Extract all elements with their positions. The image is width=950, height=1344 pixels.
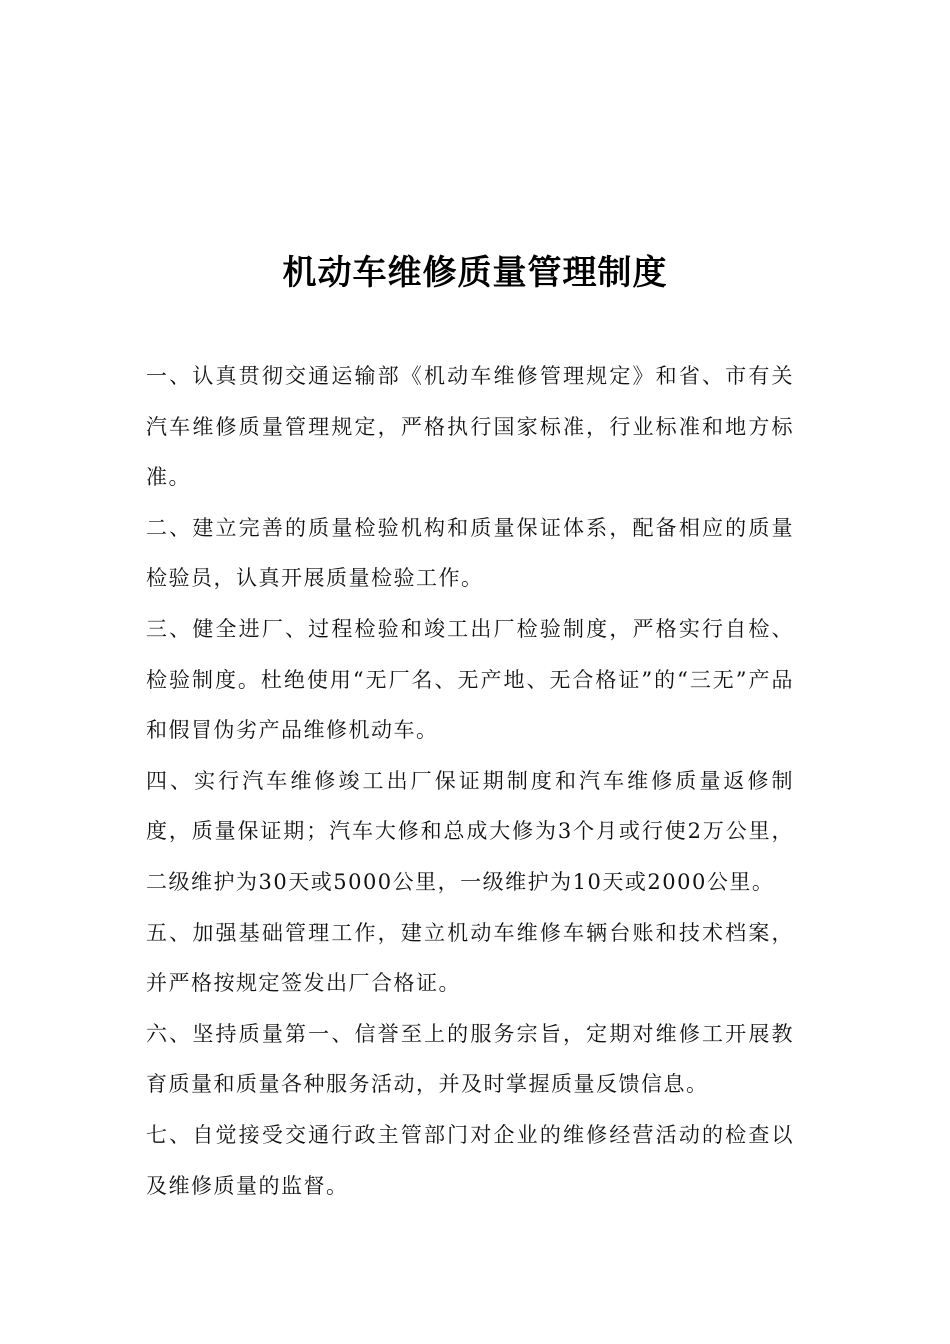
document-body <box>146 351 794 1211</box>
paragraph-3: 三、健全进厂、过程检验和竣工出厂检验制度，严格实行自检、检验制度。杜绝使用“无厂名、无产地、无合格证”的“三无”产品和假冒伪劣产品维修机动车。 <box>146 616 794 743</box>
paragraph-6: 六、坚持质量第一、信誉至上的服务宗旨，定期对维修工开展教育质量和质量各种服务活动，并及时掌握质量反馈信息。 <box>146 1021 794 1097</box>
paragraph-7: 七、自觉接受交通行政主管部门对企业的维修经营活动的检查以及维修质量的监督。 <box>146 1122 794 1198</box>
paragraph-1: 一、认真贯彻交通运输部《机动车维修管理规定》和省、市有关汽车维修质量管理规定，严格执行国家标准，行业标准和地方标准。 <box>146 364 794 490</box>
paragraph-2: 二、建立完善的质量检验机构和质量保证体系，配备相应的质量检验员，认真开展质量检验工作。 <box>146 515 794 591</box>
paragraph-4: 四、实行汽车维修竣工出厂保证期制度和汽车维修质量返修制度，质量保证期；汽车大修和总成大修为3个月或行使2万公里，二级维护为30天或5000公里，一级维护为10天或2000公里。 <box>146 768 794 894</box>
paragraph-5: 五、加强基础管理工作，建立机动车维修车辆台账和技术档案，并严格按规定签发出厂合格证。 <box>146 920 794 996</box>
document-title: 机动车维修质量管理制度 <box>282 253 668 293</box>
